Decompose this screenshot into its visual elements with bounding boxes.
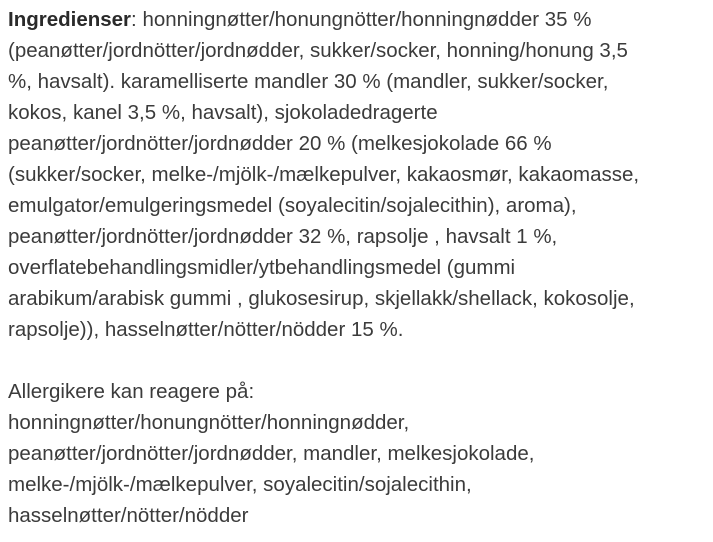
product-info: [8, 4, 708, 531]
ingredients-line: kokos, kanel 3,5 %, havsalt), sjokoladedragerte: [8, 101, 438, 124]
ingredients-line: peanøtter/jordnötter/jordnødder 32 %, rapsolje , havsalt 1 %,: [8, 225, 558, 248]
ingredients-line: arabikum/arabisk gummi , glukosesirup, skjellakk/shellack, kokosolje,: [8, 287, 635, 310]
allergens-line: melke-/mjölk-/mælkepulver, soyalecitin/sojalecithin,: [8, 473, 472, 496]
ingredients-line: rapsolje)), hasselnøtter/nötter/nödder 15 %.: [8, 318, 404, 341]
ingredients-label: Ingredienser: [8, 8, 132, 31]
ingredients-line: (peanøtter/jordnötter/jordnødder, sukker/socker, honning/honung 3,5: [8, 39, 628, 62]
ingredients-text: : honningnøtter/honungnötter/honningnødder 35 %: [131, 8, 592, 31]
allergens-line: peanøtter/jordnötter/jordnødder, mandler, melkesjokolade,: [8, 442, 535, 465]
allergens-section: [8, 376, 708, 531]
ingredients-line: peanøtter/jordnötter/jordnødder 20 % (melkesjokolade 66 %: [8, 132, 552, 155]
allergens-heading: Allergikere kan reagere på:: [8, 380, 255, 403]
ingredients-line: overflatebehandlingsmidler/ytbehandlingsmedel (gummi: [8, 256, 516, 279]
ingredients-line: %, havsalt). karamelliserte mandler 30 % (mandler, sukker/socker,: [8, 70, 609, 93]
ingredients-line: (sukker/socker, melke-/mjölk-/mælkepulver, kakaosmør, kakaomasse,: [8, 163, 640, 186]
paragraph-spacer: [8, 345, 708, 376]
allergens-line: honningnøtter/honungnötter/honningnødder,: [8, 411, 410, 434]
ingredients-line: emulgator/emulgeringsmedel (soyalecitin/sojalecithin), aroma),: [8, 194, 577, 217]
ingredients-section: [8, 4, 708, 345]
ingredients-line: [8, 4, 708, 35]
allergens-line: hasselnøtter/nötter/nödder: [8, 504, 249, 527]
